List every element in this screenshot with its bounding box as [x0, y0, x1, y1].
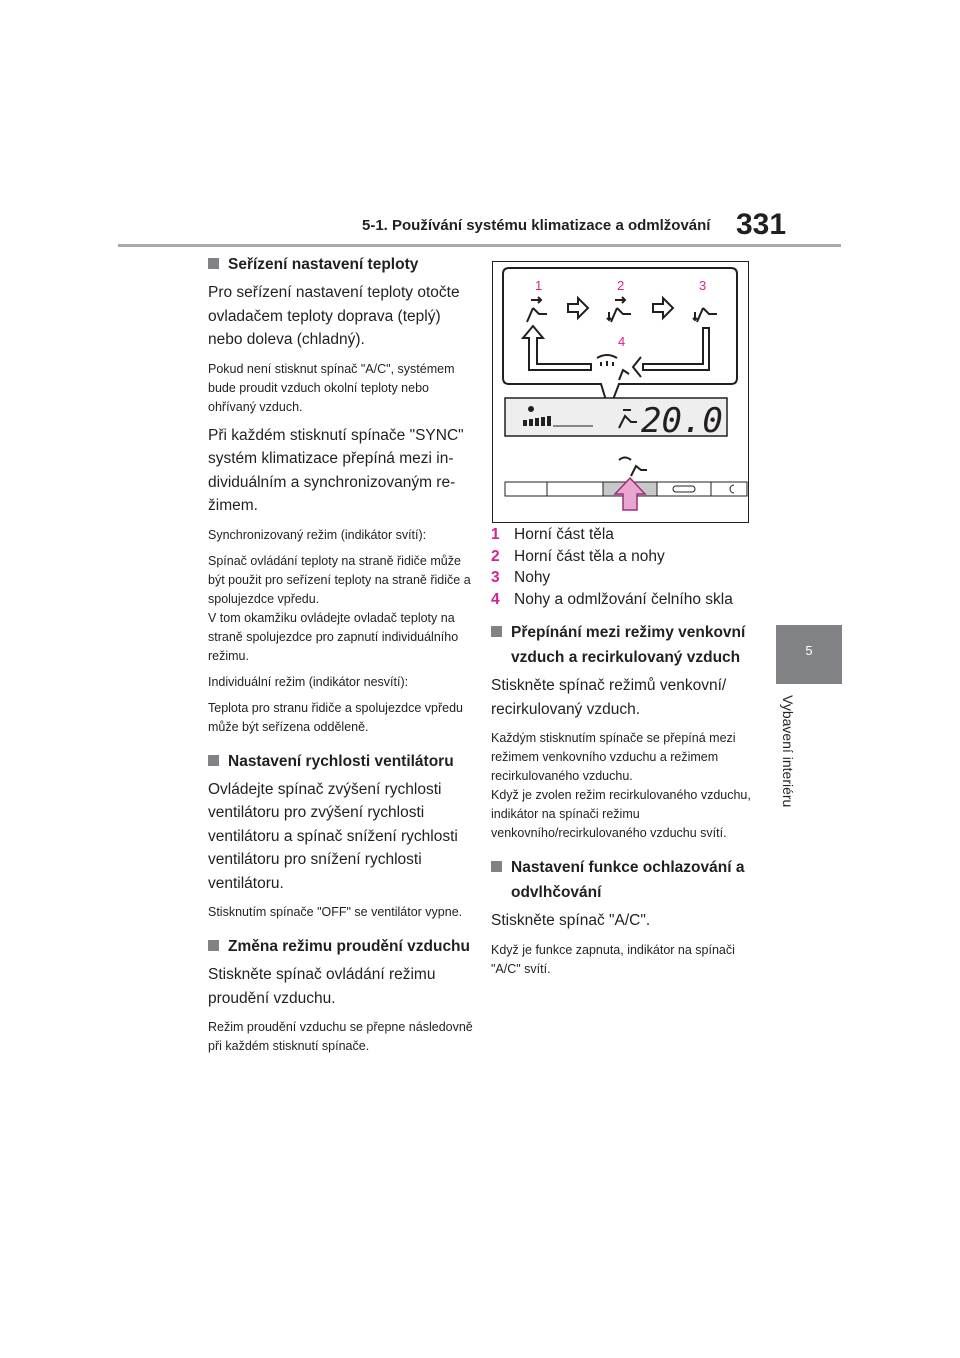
square-bullet-icon: [208, 940, 219, 951]
sync-mode-label: Synchronizovaný režim (indikátor svítí):: [208, 527, 427, 542]
fan-paragraph: Ovládejte spínač zvýšení rychlosti ventilátoru pro zvýšení rychlosti ventilátoru a spínač snížení rychlosti ventilátoru pro snížení rychlosti ventilátoru.: [208, 780, 458, 892]
sync-mode-desc-2: V tom okamžiku ovládejte ovladač teploty na straně spolujezdce pro zapnutí individuálního režimu.: [208, 610, 459, 663]
individual-mode-label: Individuální režim (indikátor nesvítí):: [208, 674, 409, 689]
ac-heading-text: Nastavení funkce ochlazování a odvlhčování: [511, 859, 745, 901]
airflow-mode-button-icon: [619, 458, 647, 477]
square-bullet-icon: [491, 861, 502, 872]
right-column: [491, 524, 753, 986]
fan-heading: [208, 749, 476, 774]
mode-text: Horní část těla: [514, 526, 614, 543]
recirc-note: Každým stisknutím spínače se přepíná mezi režimem venkovního vzduchu a režimem recirkulovaného vzduchu.: [491, 731, 736, 783]
airflow-paragraph: Stiskněte spínač ovládání režimu proudění vzduchu.: [208, 966, 436, 1007]
recirc-heading: [491, 620, 753, 670]
ac-note: Když je funkce zapnuta, indikátor na spínači "A/C" svítí.: [491, 942, 735, 976]
mode-label-3: 3: [699, 278, 707, 293]
airflow-mode-figure: [492, 261, 749, 523]
section-title: 5-1. Používání systému klimatizace a odmlžování: [362, 217, 711, 234]
page-number: 331: [736, 208, 787, 241]
mode-num: 2: [491, 547, 500, 565]
temp-heading: [208, 252, 476, 277]
mode-text: Horní část těla a nohy: [514, 547, 665, 565]
airflow-figure-svg: [493, 262, 748, 522]
chapter-label-text: Vybavení interiéru: [780, 695, 796, 808]
airflow-heading-text: Změna režimu proudění vzduchu: [228, 938, 470, 955]
mode-text: Nohy a odmlžování čelního skla: [514, 590, 733, 608]
mode-item-1: [491, 524, 753, 546]
mode-item-3: [491, 567, 753, 589]
temp-paragraph: Pro seřízení nastavení teploty otočte ovladačem teploty doprava (teplý) nebo doleva (chladný).: [208, 284, 460, 348]
mode-text: Nohy: [514, 569, 551, 586]
mode-label-1: 1: [535, 278, 543, 293]
header-divider: [118, 244, 841, 247]
sync-mode-desc: Spínač ovládání teploty na straně řidiče může být použit pro seřízení teploty na straně řidiče a spolujezdce vpředu.: [208, 553, 471, 606]
mode-num: 1: [491, 526, 500, 543]
mode-item-4: [491, 589, 753, 611]
mode-num: 4: [491, 590, 500, 608]
individual-mode-desc: Teplota pro stranu řidiče a spolujezdce vpředu může být seřízena odděleně.: [208, 700, 464, 734]
sync-paragraph: Při každém stisknutí spínače "SYNC" systém klimatizace přepíná mezi individuálním a synchronizovaným režimem.: [208, 426, 464, 514]
mode-num: 3: [491, 569, 500, 586]
temperature-readout: 20.0: [641, 401, 723, 441]
temp-note: Pokud není stisknut spínač "A/C", systémem bude proudit vzduch okolní teploty nebo ohřívaný vzduch.: [208, 361, 455, 414]
chapter-label: [774, 695, 802, 825]
mode-item-2: [491, 546, 753, 568]
square-bullet-icon: [208, 755, 219, 766]
recirc-paragraph: Stiskněte spínač režimů venkovní/ recirkulovaný vzduch.: [491, 677, 727, 718]
airflow-heading: [208, 934, 476, 959]
ac-heading: [491, 855, 753, 905]
square-bullet-icon: [208, 258, 219, 269]
mode-label-2: 2: [617, 278, 625, 293]
square-bullet-icon: [491, 626, 502, 637]
airflow-note: Režim proudění vzduchu se přepne následovně při každém stisknutí spínače.: [208, 1020, 473, 1053]
recirc-note-2: Když je zvolen režim recirkulovaného vzduchu, indikátor na spínači režimu venkovního/recirkulovaného vzduchu svítí.: [491, 788, 751, 840]
chapter-number: 5: [805, 643, 813, 658]
fan-heading-text: Nastavení rychlosti ventilátoru: [228, 752, 454, 770]
ac-paragraph: Stiskněte spínač "A/C".: [491, 912, 651, 929]
mode-label-4: 4: [618, 334, 626, 349]
recirc-heading-text: Přepínání mezi režimy venkovní vzduch a recirkulovaný vzduch: [511, 624, 746, 666]
fan-note: Stisknutím spínače "OFF" se ventilátor vypne.: [208, 905, 463, 919]
chapter-tab[interactable]: [776, 625, 842, 684]
temp-heading-text: Seřízení nastavení teploty: [228, 256, 419, 273]
left-column: [208, 252, 476, 1063]
